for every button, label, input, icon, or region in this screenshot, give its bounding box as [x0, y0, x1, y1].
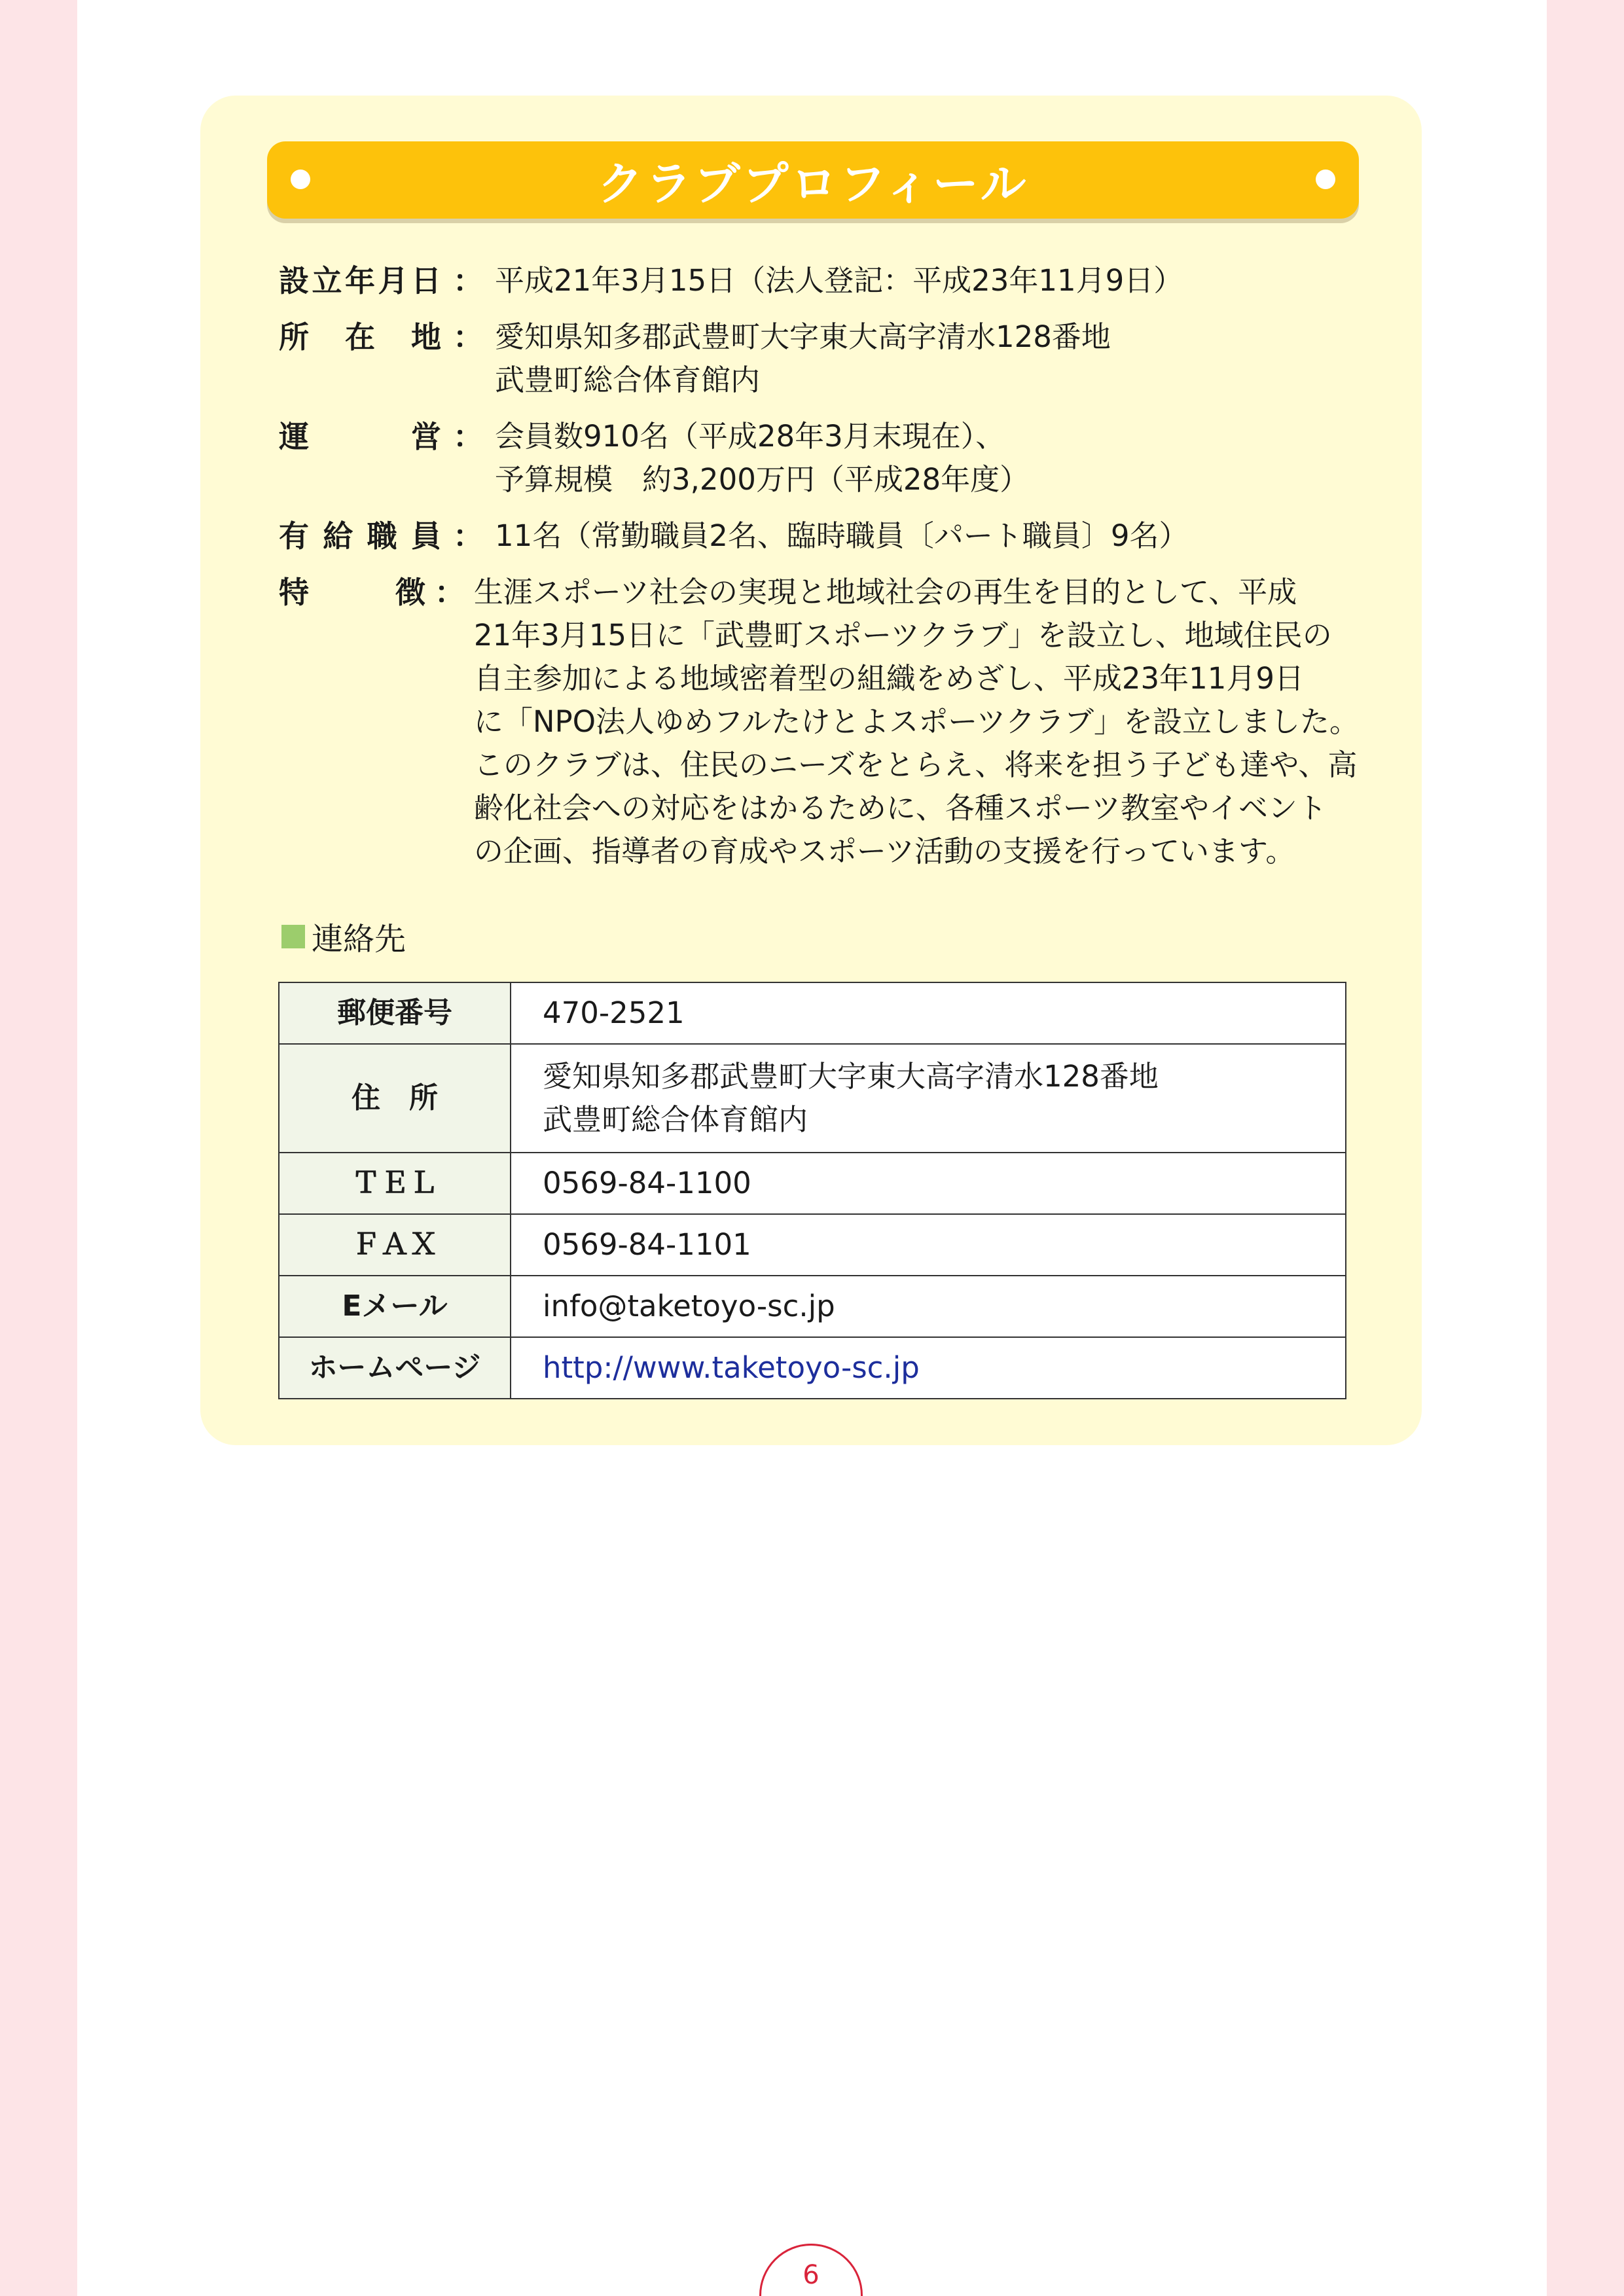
contact-value-fax: 0569-84-1101 — [511, 1214, 1346, 1276]
contact-value-homepage — [511, 1337, 1346, 1399]
profile-value: 会員数910名（平成28年3月末現在）、 予算規模 約3,200万円（平成28年度） — [495, 419, 1030, 497]
contact-key: ＴＥＬ — [279, 1153, 511, 1214]
contact-key: ホームページ — [279, 1337, 511, 1399]
contact-key: Eメール — [279, 1276, 511, 1337]
contact-key: 郵便番号 — [279, 982, 511, 1044]
table-row — [279, 1044, 1346, 1153]
right-side-band — [1547, 0, 1624, 2296]
profile-colon: ： — [453, 319, 483, 355]
profile-value: 平成21年3月15日（法人登記：平成23年11月9日） — [495, 263, 1183, 298]
banner-dot-left-icon — [291, 170, 310, 189]
profile-row-location — [279, 315, 1359, 402]
profile-row-founded — [279, 259, 1359, 302]
club-profile-card — [200, 96, 1422, 1445]
contact-table — [278, 982, 1346, 1399]
contact-value-postal: 470-2521 — [511, 982, 1346, 1044]
profile-value: 11名（常勤職員2名、臨時職員〔パート職員〕9名） — [495, 518, 1189, 553]
contact-key: ＦＡＸ — [279, 1214, 511, 1276]
profile-label: 有 給 職 員 — [279, 518, 441, 554]
banner-title: クラブプロフィール — [597, 156, 1029, 211]
table-row — [279, 1153, 1346, 1214]
profile-colon: ： — [453, 518, 483, 554]
profile-label: 特 徴 — [279, 575, 425, 610]
contact-heading — [281, 914, 406, 959]
table-row — [279, 1214, 1346, 1276]
contact-heading-text: 連絡先 — [312, 921, 406, 958]
banner-dot-right-icon — [1316, 170, 1335, 189]
profile-list — [279, 259, 1359, 886]
profile-colon: ： — [453, 263, 483, 298]
homepage-link[interactable]: http://www.taketoyo-sc.jp — [543, 1350, 920, 1385]
contact-value-tel: 0569-84-1100 — [511, 1153, 1346, 1214]
green-square-icon — [281, 925, 305, 948]
profile-colon: ： — [453, 419, 483, 454]
profile-label: 運 営 — [279, 419, 441, 454]
profile-label: 所 在 地 — [279, 319, 441, 355]
table-row — [279, 982, 1346, 1044]
profile-value: 生涯スポーツ社会の実現と地域社会の再生を目的として、平成 21年3月15日に「武豊町スポーツクラブ」を設立し、地域住民の 自主参加による地域密着型の組織をめざし、平成23年11月9日 に「NPO法人ゆめフルたけとよスポーツクラブ」を設立しました。 このクラブは、住民のニーズをとらえ、将来を担う子ども達や、高 齢化社会への対応をはかるために、各種スポーツ教室やイベント の企画、指導者の育成やスポーツ活動の支援を行っています。 — [473, 575, 1359, 869]
contact-value-address: 愛知県知多郡武豊町大字東大高字清水128番地 武豊町総合体育館内 — [511, 1044, 1346, 1153]
profile-value: 愛知県知多郡武豊町大字東大高字清水128番地 武豊町総合体育館内 — [495, 319, 1111, 397]
profile-row-staff — [279, 514, 1359, 558]
profile-row-features — [279, 571, 1359, 873]
profile-banner — [267, 141, 1359, 219]
profile-label: 設 立 年 月 日 — [279, 263, 441, 298]
page-number: 6 — [759, 2244, 863, 2296]
table-row — [279, 1276, 1346, 1337]
contact-key: 住 所 — [279, 1044, 511, 1153]
profile-colon: ： — [434, 575, 465, 610]
left-side-band — [0, 0, 77, 2296]
table-row — [279, 1337, 1346, 1399]
contact-value-email[interactable]: info@taketoyo-sc.jp — [511, 1276, 1346, 1337]
profile-row-operation — [279, 415, 1359, 501]
